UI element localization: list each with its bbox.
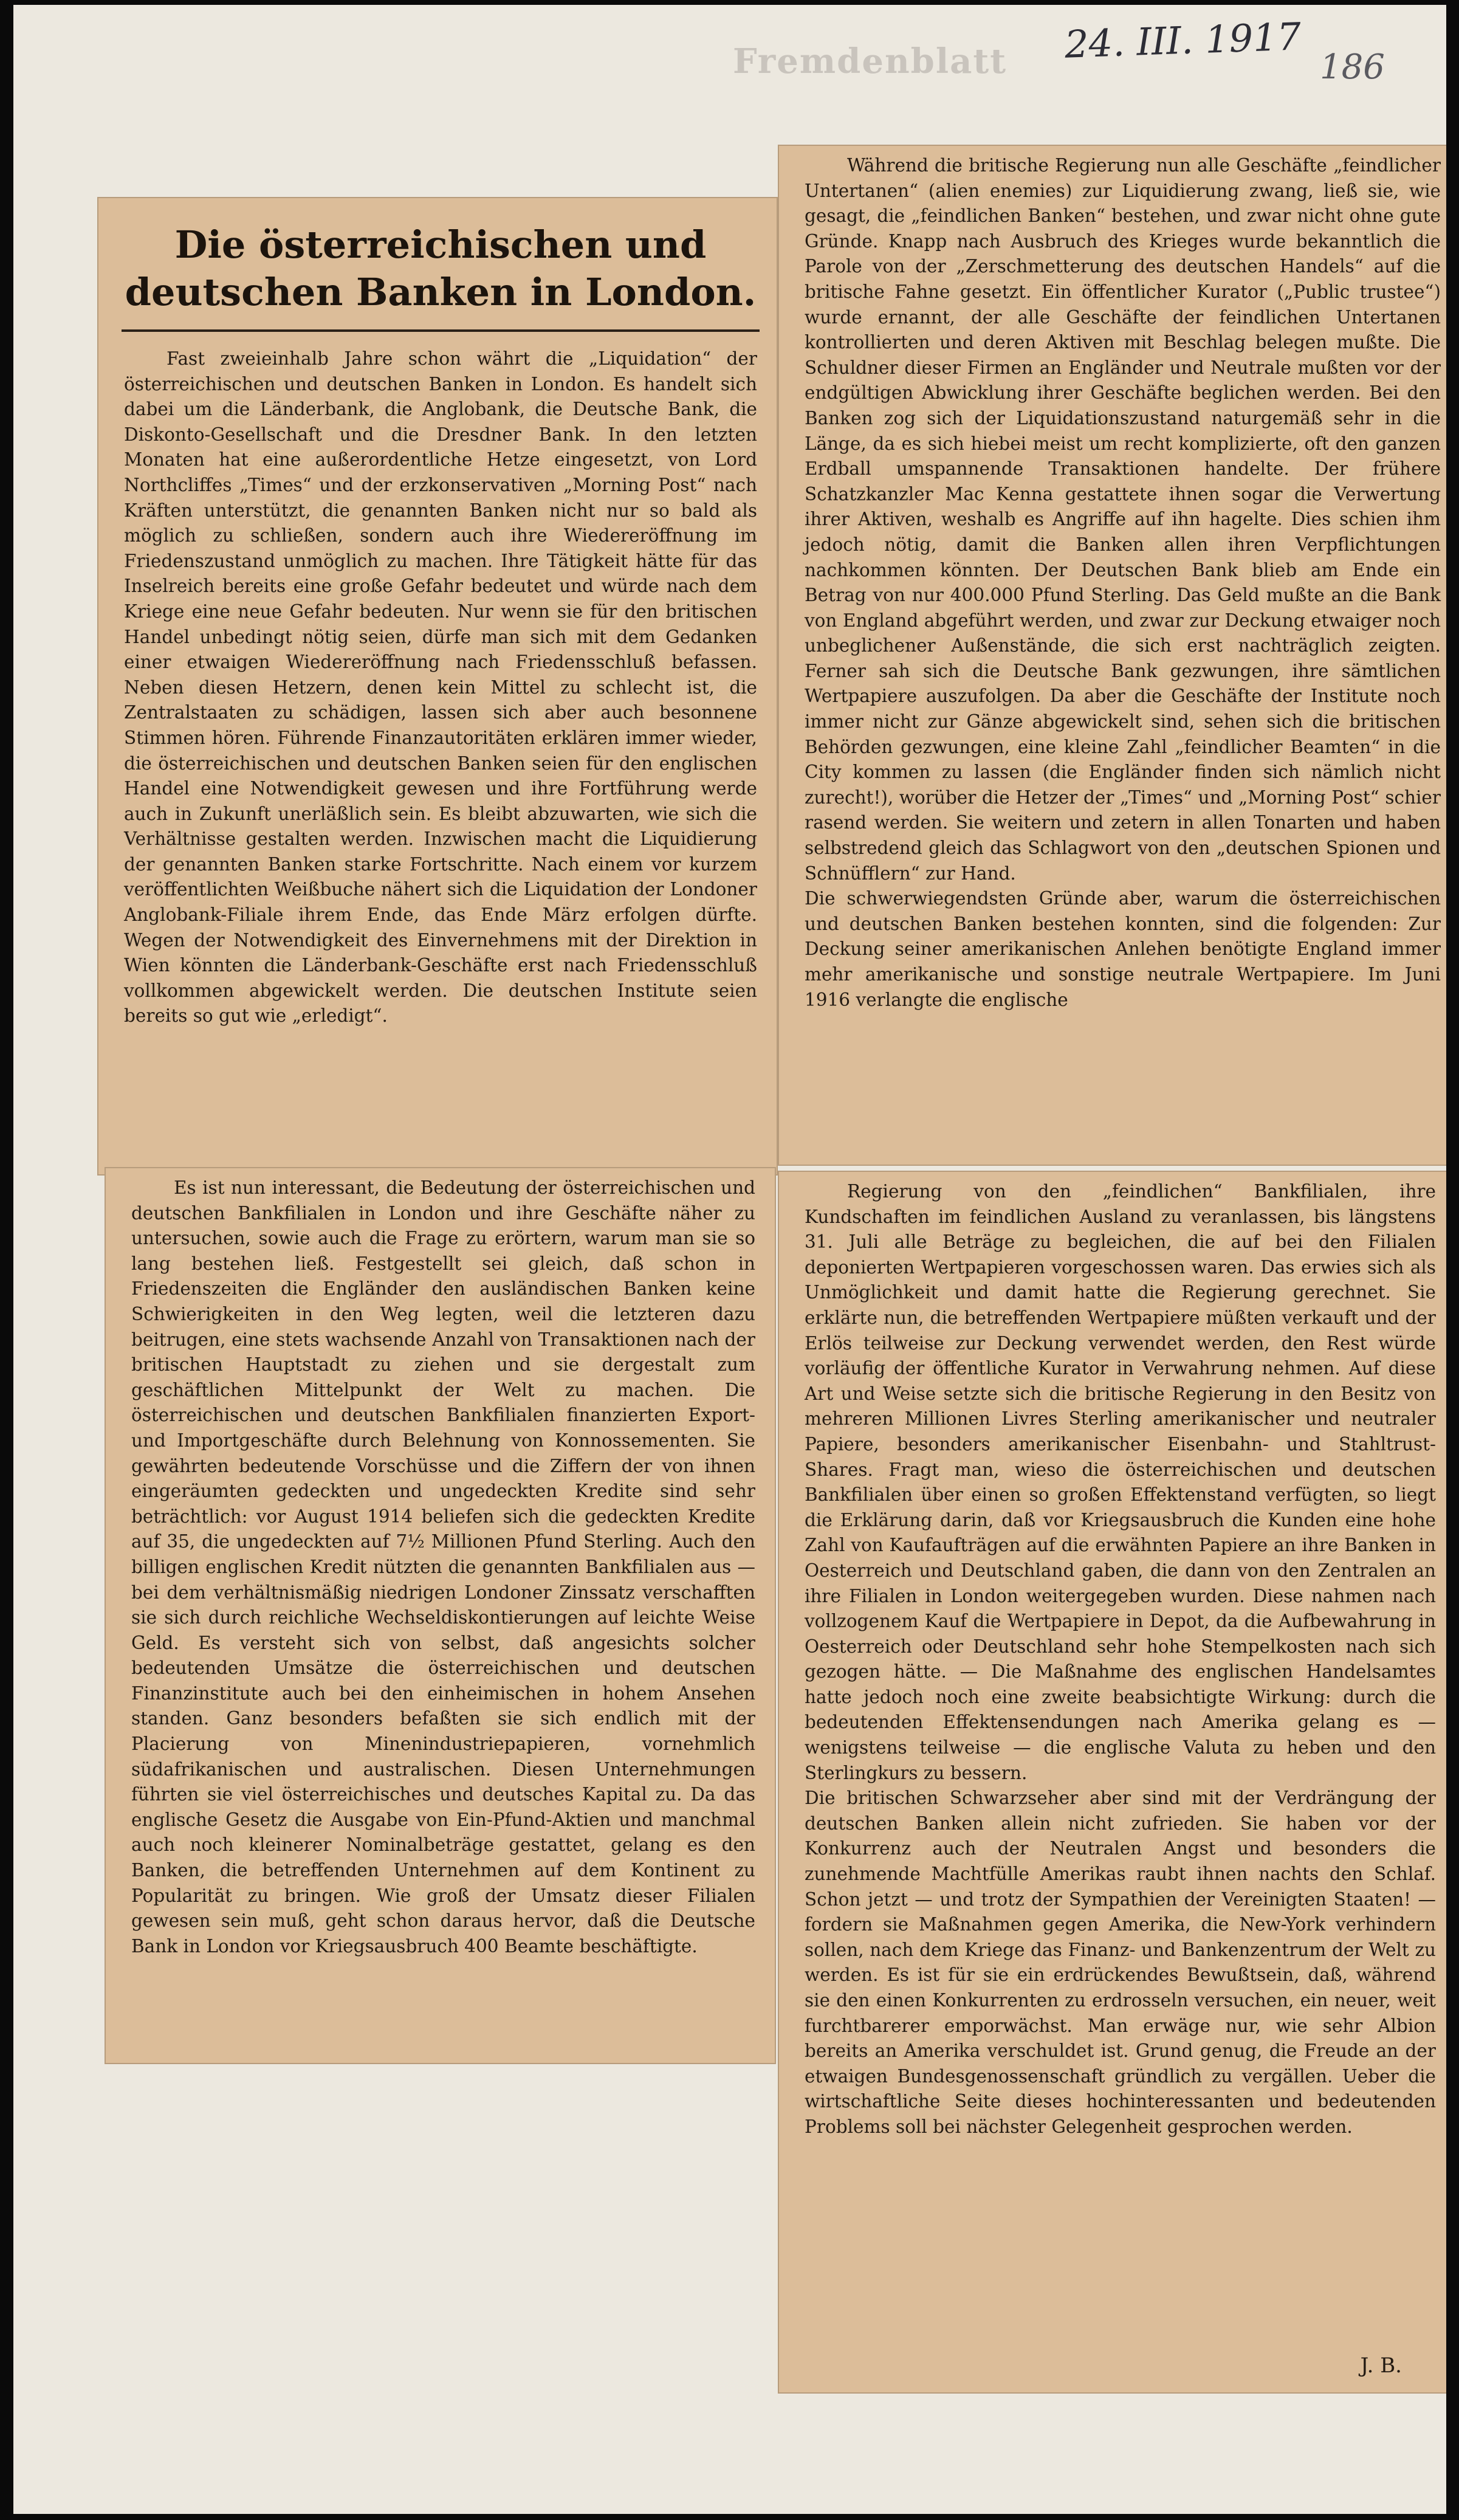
- archive-sheet: [13, 5, 1446, 2514]
- clipping-left-top: [97, 197, 778, 1176]
- article-headline: Die österreichischen und deutschen Banken in London.: [122, 215, 760, 332]
- author-signature: J. B.: [1360, 2353, 1402, 2378]
- article-paragraph: Während die britische Regierung nun alle Geschäfte „feindlicher Untertanen“ (alien enemies) zur Liquidierung zwang, ließ sie, wie gesagt, die „feindlichen Banken“ bestehen, und zwar nicht ohne gute Gründe. Knapp nach Ausbruch des Krieges wurde bekanntlich die Parole von der „Zerschmetterung des deutschen Handels“ auf die britische Fahne gesetzt. Ein öffentlicher Kurator („Public trustee“) wurde ernannt, der alle Geschäfte der feindlichen Untertanen kontrollierten und deren Aktiven mit Beschlag belegen mußte. Die Schuldner dieser Firmen an Engländer und Neutrale mußten vor der endgültigen Abwicklung ihrer Geschäfte beglichen werden. Bei den Banken zog sich der Liquidationszustand naturgemäß sehr in die Länge, da es sich hiebei meist um recht komplizierte, oft den ganzen Erdball umspannende Transaktionen handelte. Der frühere Schatzkanzler Mac Kenna gestattete ihnen sogar die Verwertung ihrer Aktiven, weshalb es Angriffe auf ihn hagelte. Dies schien ihm jedoch nötig, damit die Banken allen ihren Verpflichtungen nachkommen könnten. Der Deutschen Bank blieb am Ende ein Betrag von nur 400.000 Pfund Sterling. Das Geld mußte an die Bank von England abgeführt werden, und zwar zur Deckung etwaiger noch unbeglichener Außenstände, die sich erst nachträglich zeigten. Ferner sah sich die Deutsche Bank gezwungen, ihre sämtlichen Wertpapiere auszufolgen. Da aber die Geschäfte der Institute noch immer nicht zur Gänze abgewickelt sind, sehen sich die britischen Behörden gezwungen, eine kleine Zahl „feindlicher Beamten“ in die City kommen zu lassen (die Engländer finden sich nämlich nicht zurecht!), worüber die Hetzer der „Times“ und „Morning Post“ schier rasend werden. Sie weitern und zetern in allen Tonarten und haben selbstredend gleich das Schlagwort von den „deutschen Spionen und Schnüfflern“ zur Hand. Die schwerwiegendsten Gründe aber, warum die österreichischen und deutschen Banken bestehen konnten, sind die folgenden: Zur Deckung seiner amerikanischen Anlehen benötigte England immer mehr amerikanische und sonstige neutrale Wertpapiere. Im Juni 1916 verlangte die englische: [805, 155, 1441, 1010]
- article-paragraph: Regierung von den „feindlichen“ Bankfilialen, ihre Kundschaften im feindlichen Ausland zu veranlassen, bis längstens 31. Juli alle Beträge zu begleichen, die auf bei den Filialen deponierten Wertpapieren vorgeschossen waren. Das erwies sich als Unmöglichkeit und damit hatte die Regierung gerechnet. Sie erklärte nun, die betreffenden Wertpapiere müßten verkauft und der Erlös teilweise zur Deckung verwendet werden, den Rest würde vorläufig der öffentliche Kurator in Verwahrung nehmen. Auf diese Art und Weise setzte sich die britische Regierung in den Besitz von mehreren Millionen Livres Sterling amerikanischer und neutraler Papiere, besonders amerikanischer Eisenbahn- und Stahltrust-Shares. Fragt man, wieso die österreichischen und deutschen Bankfilialen über einen so großen Effektenstand verfügten, so liegt die Erklärung darin, daß vor Kriegsausbruch die Kunden eine hohe Zahl von Kaufaufträgen auf die erwähnten Papiere an ihre Banken in Oesterreich und Deutschland gaben, die dann von den Zentralen an ihre Filialen in London weitergegeben wurden. Diese nahmen nach vollzogenem Kauf die Wertpapiere in Depot, da die Aufbewahrung in Oesterreich oder Deutschland sehr hohe Stempelkosten nach sich gezogen hätte. — Die Maßnahme des englischen Handelsamtes hatte jedoch noch eine zweite beabsichtigte Wirkung: durch die bedeutenden Effektensendungen nach Amerika gelang es — wenigstens teilweise — die englische Valuta zu heben und den Sterlingkurs zu bessern. Die britischen Schwarzseher aber sind mit der Verdrängung der deutschen Banken allein nicht zufrieden. Sie haben vor der Konkurrenz auch der Neutralen Angst und besonders die zunehmende Machtfülle Amerikas raubt ihnen nachts den Schlaf. Schon jetzt — und trotz der Sympathien der Vereinigten Staaten! — fordern sie Maßnahmen gegen Amerika, die New-York verhindern sollen, nach dem Kriege das Finanz- und Bankenzentrum der Welt zu werden. Es ist für sie ein erdrückendes Bewußtsein, daß, während sie den einen Konkurrenten zu erdrosseln versuchen, ein neuer, weit furchtbarerer emporwächst. Man erwäge nur, wie sehr Albion bereits an Amerika verschuldet ist. Grund genug, die Freude an der etwaigen Bundesgenossenschaft gründlich zu vergällen. Ueber die wirtschaftliche Seite dieses hochinteressanten und bedeutenden Problems soll bei nächster Gelegenheit gesprochen werden.: [805, 1181, 1436, 2137]
- article-paragraph: Es ist nun interessant, die Bedeutung der österreichischen und deutschen Bankfilialen in London und ihre Geschäfte näher zu untersuchen, sowie auch die Frage zu erörtern, warum man sie so lang bestehen ließ. Festgestellt sei gleich, daß schon in Friedenszeiten die Engländer den ausländischen Banken keine Schwierigkeiten in den Weg legten, weil die letzteren dazu beitrugen, eine stets wachsende Anzahl von Transaktionen nach der britischen Hauptstadt zu ziehen und sie dergestalt zum geschäftlichen Mittelpunkt der Welt zu machen. Die österreichischen und deutschen Bankfilialen finanzierten Export- und Importgeschäfte durch Belehnung von Konnossementen. Sie gewährten bedeutende Vorschüsse und die Ziffern der von ihnen eingeräumten gedeckten und ungedeckten Kredite sind sehr beträchtlich: vor August 1914 beliefen sich die gedeckten Kredite auf 35, die ungedeckten auf 7½ Millionen Pfund Sterling. Auch den billigen englischen Kredit nützten die genannten Bankfilialen aus — bei dem verhältnismäßig niedrigen Londoner Zinssatz verschafften sie sich durch reichliche Wechseldiskontierungen auf leichte Weise Geld. Es versteht sich von selbst, daß angesichts solcher bedeutenden Umsätze die österreichischen und deutschen Finanzinstitute auch bei den einheimischen in hohem Ansehen standen. Ganz besonders befaßten sie sich endlich mit der Placierung von Minenindustriepapieren, vornehmlich südafrikanischen und australischen. Diesen Unternehmungen führten sie viel österreichisches und deutsches Kapital zu. Da das englische Gesetz die Ausgabe von Ein-Pfund-Aktien und manchmal auch noch kleinerer Nominalbeträge gestattet, gelang es den Banken, die betreffenden Unternehmen auf dem Kontinent zu Popularität zu bringen. Wie groß der Umsatz dieser Filialen gewesen sein muß, geht schon daraus hervor, daß die Deutsche Bank in London vor Kriegsausbruch 400 Beamte beschäftigte.: [131, 1177, 755, 1957]
- clipping-left-bottom: [105, 1167, 776, 2064]
- clipping-right-top: [778, 145, 1446, 1166]
- article-paragraph: Fast zweieinhalb Jahre schon währt die „Liquidation“ der österreichischen und deutschen Banken in London. Es handelt sich dabei um die Länderbank, die Anglobank, die Deutsche Bank, die Diskonto-Gesellschaft und die Dresdner Bank. In den letzten Monaten hat eine außerordentliche Hetze eingesetzt, von Lord Northcliffes „Times“ und der erzkonservativen „Morning Post“ nach Kräften unterstützt, die genannten Banken nicht nur so bald als möglich zu schließen, sondern auch ihre Wiedereröffnung im Friedenszustand unmöglich zu machen. Ihre Tätigkeit hätte für das Inselreich bereits eine große Gefahr bedeutet und würde nach dem Kriege eine neue Gefahr bedeuten. Nur wenn sie für den britischen Handel unbedingt nötig seien, dürfe man sich mit dem Gedanken einer etwaigen Wiedereröffnung nach Friedensschluß befassen. Neben diesen Hetzern, denen kein Mittel zu schlecht ist, die Zentralstaaten zu schädigen, lassen sich aber auch besonnene Stimmen hören. Führende Finanzautoritäten erklären immer wieder, die österreichischen und deutschen Banken seien für den englischen Handel eine Notwendigkeit gewesen und ihre Fortführung werde auch in Zukunft unerläßlich sein. Es bleibt abzuwarten, wie sich die Verhältnisse gestalten werden. Inzwischen macht die Liquidierung der genannten Banken starke Fortschritte. Nach einem vor kurzem veröffentlichten Weißbuche nähert sich die Liquidation der Londoner Anglobank-Filiale ihrem Ende, das Ende März erfolgen dürfte. Wegen der Notwendigkeit des Einvernehmens mit der Direktion in Wien könnten die Länderbank-Geschäfte erst nach Friedensschluß vollkommen abgewickelt werden. Die deutschen Institute seien bereits so gut wie „erledigt“.: [124, 348, 757, 1027]
- clipping-right-bottom: [778, 1171, 1446, 2394]
- handwritten-number: 186: [1320, 47, 1385, 87]
- source-stamp: Fremdenblatt: [733, 41, 1008, 81]
- handwritten-date: 24. III. 1917: [1063, 14, 1302, 67]
